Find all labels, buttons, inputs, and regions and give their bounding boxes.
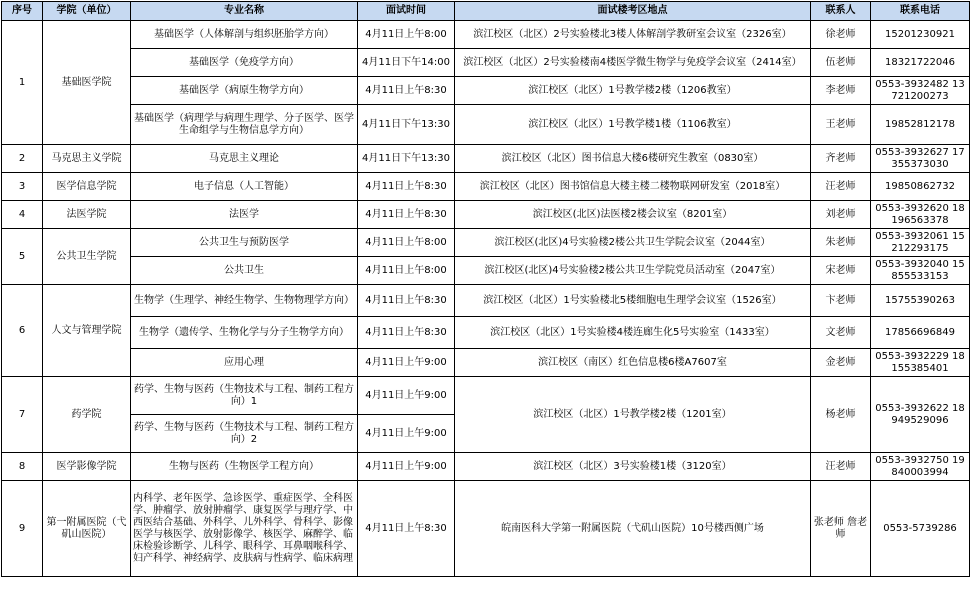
major-cell: 内科学、老年医学、急诊医学、重症医学、全科医学、肿瘤学、放射肿瘤学、康复医学与理疗学、中西医结合基础、外科学、儿外科学、骨科学、影像医学与核医学、放射影像学、核医学、麻醉学、临床检验诊断学、儿科学、眼科学、耳鼻咽喉科学、妇产科学、神经病学、皮肤病与性病学、临床病理 — [131, 481, 358, 577]
row-number: 2 — [2, 145, 43, 173]
college-cell: 第一附属医院（弋矶山医院） — [43, 481, 131, 577]
contact-cell: 齐老师 — [811, 145, 871, 173]
table-row — [2, 173, 970, 201]
contact-cell: 汪老师 — [811, 453, 871, 481]
phone-cell: 0553-3932061 15212293175 — [871, 229, 970, 257]
row-number: 4 — [2, 201, 43, 229]
major-cell: 马克思主义理论 — [131, 145, 358, 173]
header-phone: 联系电话 — [871, 2, 970, 21]
major-cell: 基础医学（免疫学方向） — [131, 49, 358, 77]
contact-cell: 刘老师 — [811, 201, 871, 229]
phone-cell: 0553-3932622 18949529096 — [871, 377, 970, 453]
time-cell: 4月11日下午13:30 — [358, 105, 455, 145]
contact-cell: 金老师 — [811, 349, 871, 377]
contact-cell: 李老师 — [811, 77, 871, 105]
time-cell: 4月11日下午14:00 — [358, 49, 455, 77]
phone-cell: 17856696849 — [871, 317, 970, 349]
header-no: 序号 — [2, 2, 43, 21]
place-cell: 滨江校区（北区）1号教学楼1楼（1106教室） — [455, 105, 811, 145]
time-cell: 4月11日上午9:00 — [358, 349, 455, 377]
time-cell: 4月11日上午8:00 — [358, 257, 455, 285]
contact-cell: 卞老师 — [811, 285, 871, 317]
contact-cell: 汪老师 — [811, 173, 871, 201]
contact-cell: 文老师 — [811, 317, 871, 349]
place-cell: 滨江校区（北区）2号实验楼北3楼人体解剖学教研室会议室（2326室） — [455, 21, 811, 49]
contact-cell: 朱老师 — [811, 229, 871, 257]
place-cell: 滨江校区（北区）1号教学楼2楼（1206教室） — [455, 77, 811, 105]
table-row — [2, 229, 970, 257]
table-row — [2, 317, 970, 349]
contact-cell: 宋老师 — [811, 257, 871, 285]
major-cell: 药学、生物与医药（生物技术与工程、制药工程方向）2 — [131, 415, 358, 453]
major-cell: 生物学（生理学、神经生物学、生物物理学方向） — [131, 285, 358, 317]
phone-cell: 0553-3932040 15855533153 — [871, 257, 970, 285]
time-cell: 4月11日上午8:00 — [358, 229, 455, 257]
row-number: 6 — [2, 285, 43, 377]
phone-cell: 19852812178 — [871, 105, 970, 145]
college-cell: 医学影像学院 — [43, 453, 131, 481]
time-cell: 4月11日上午8:30 — [358, 317, 455, 349]
major-cell: 生物学（遗传学、生物化学与分子生物学方向） — [131, 317, 358, 349]
major-cell: 法医学 — [131, 201, 358, 229]
major-cell: 应用心理 — [131, 349, 358, 377]
phone-cell: 15755390263 — [871, 285, 970, 317]
college-cell: 医学信息学院 — [43, 173, 131, 201]
phone-cell: 0553-5739286 — [871, 481, 970, 577]
phone-cell: 0553-3932229 18155385401 — [871, 349, 970, 377]
time-cell: 4月11日上午8:30 — [358, 285, 455, 317]
time-cell: 4月11日上午8:30 — [358, 201, 455, 229]
phone-cell: 0553-3932482 13721200273 — [871, 77, 970, 105]
header-major: 专业名称 — [131, 2, 358, 21]
college-cell: 法医学院 — [43, 201, 131, 229]
major-cell: 公共卫生 — [131, 257, 358, 285]
time-cell: 4月11日下午13:30 — [358, 145, 455, 173]
table-row — [2, 481, 970, 577]
phone-cell: 0553-3932620 18196563378 — [871, 201, 970, 229]
place-cell: 滨江校区（北区）1号实验楼4楼连廊生化5号实验室（1433室） — [455, 317, 811, 349]
row-number: 7 — [2, 377, 43, 453]
table-row — [2, 257, 970, 285]
major-cell: 公共卫生与预防医学 — [131, 229, 358, 257]
table-row — [2, 21, 970, 49]
contact-cell: 徐老师 — [811, 21, 871, 49]
phone-cell: 0553-3932750 19840003994 — [871, 453, 970, 481]
major-cell: 电子信息（人工智能） — [131, 173, 358, 201]
place-cell: 滨江校区（南区）红色信息楼6楼A7607室 — [455, 349, 811, 377]
row-number: 8 — [2, 453, 43, 481]
college-cell: 基础医学院 — [43, 21, 131, 145]
table-row — [2, 285, 970, 317]
contact-cell: 王老师 — [811, 105, 871, 145]
contact-cell: 伍老师 — [811, 49, 871, 77]
place-cell: 滨江校区(北区)4号实验楼2楼公共卫生学院党员活动室（2047室） — [455, 257, 811, 285]
row-number: 3 — [2, 173, 43, 201]
place-cell: 滨江校区（北区）1号实验楼北5楼细胞电生理学会议室（1526室） — [455, 285, 811, 317]
time-cell: 4月11日上午9:00 — [358, 415, 455, 453]
table-row — [2, 201, 970, 229]
phone-cell: 15201230921 — [871, 21, 970, 49]
college-cell: 药学院 — [43, 377, 131, 453]
table-row — [2, 49, 970, 77]
table-row — [2, 77, 970, 105]
row-number: 1 — [2, 21, 43, 145]
header-college: 学院（单位） — [43, 2, 131, 21]
place-cell: 滨江校区（北区）图书信息大楼6楼研究生教室（0830室） — [455, 145, 811, 173]
college-cell: 马克思主义学院 — [43, 145, 131, 173]
time-cell: 4月11日上午9:00 — [358, 453, 455, 481]
header-contact: 联系人 — [811, 2, 871, 21]
place-cell: 滨江校区（北区）2号实验楼南4楼医学微生物学与免疫学会议室（2414室） — [455, 49, 811, 77]
place-cell: 皖南医科大学第一附属医院（弋矶山医院）10号楼西侧广场 — [455, 481, 811, 577]
place-cell: 滨江校区（北区）1号教学楼2楼（1201室） — [455, 377, 811, 453]
contact-cell: 张老师 詹老师 — [811, 481, 871, 577]
major-cell: 药学、生物与医药（生物技术与工程、制药工程方向）1 — [131, 377, 358, 415]
major-cell: 基础医学（人体解剖与组织胚胎学方向） — [131, 21, 358, 49]
time-cell: 4月11日上午8:30 — [358, 77, 455, 105]
table-row — [2, 377, 970, 415]
phone-cell: 18321722046 — [871, 49, 970, 77]
place-cell: 滨江校区(北区)4号实验楼2楼公共卫生学院会议室（2044室） — [455, 229, 811, 257]
college-cell: 人文与管理学院 — [43, 285, 131, 377]
table-row — [2, 453, 970, 481]
header-place: 面试楼考区地点 — [455, 2, 811, 21]
major-cell: 基础医学（病原生物学方向） — [131, 77, 358, 105]
interview-schedule-table — [1, 1, 970, 577]
time-cell: 4月11日上午8:00 — [358, 21, 455, 49]
contact-cell: 杨老师 — [811, 377, 871, 453]
table-row — [2, 105, 970, 145]
time-cell: 4月11日上午8:30 — [358, 481, 455, 577]
place-cell: 滨江校区（北区）3号实验楼1楼（3120室） — [455, 453, 811, 481]
major-cell: 生物与医药（生物医学工程方向） — [131, 453, 358, 481]
phone-cell: 19850862732 — [871, 173, 970, 201]
place-cell: 滨江校区(北区)法医楼2楼会议室（8201室） — [455, 201, 811, 229]
place-cell: 滨江校区（北区）图书馆信息大楼主楼二楼物联网研发室（2018室） — [455, 173, 811, 201]
time-cell: 4月11日上午8:30 — [358, 173, 455, 201]
college-cell: 公共卫生学院 — [43, 229, 131, 285]
header-row — [2, 2, 970, 21]
row-number: 5 — [2, 229, 43, 285]
major-cell: 基础医学（病理学与病理生理学、分子医学、医学生命组学与生物信息学方向） — [131, 105, 358, 145]
table-row — [2, 349, 970, 377]
phone-cell: 0553-3932627 17355373030 — [871, 145, 970, 173]
time-cell: 4月11日上午9:00 — [358, 377, 455, 415]
header-time: 面试时间 — [358, 2, 455, 21]
row-number: 9 — [2, 481, 43, 577]
table-row — [2, 145, 970, 173]
